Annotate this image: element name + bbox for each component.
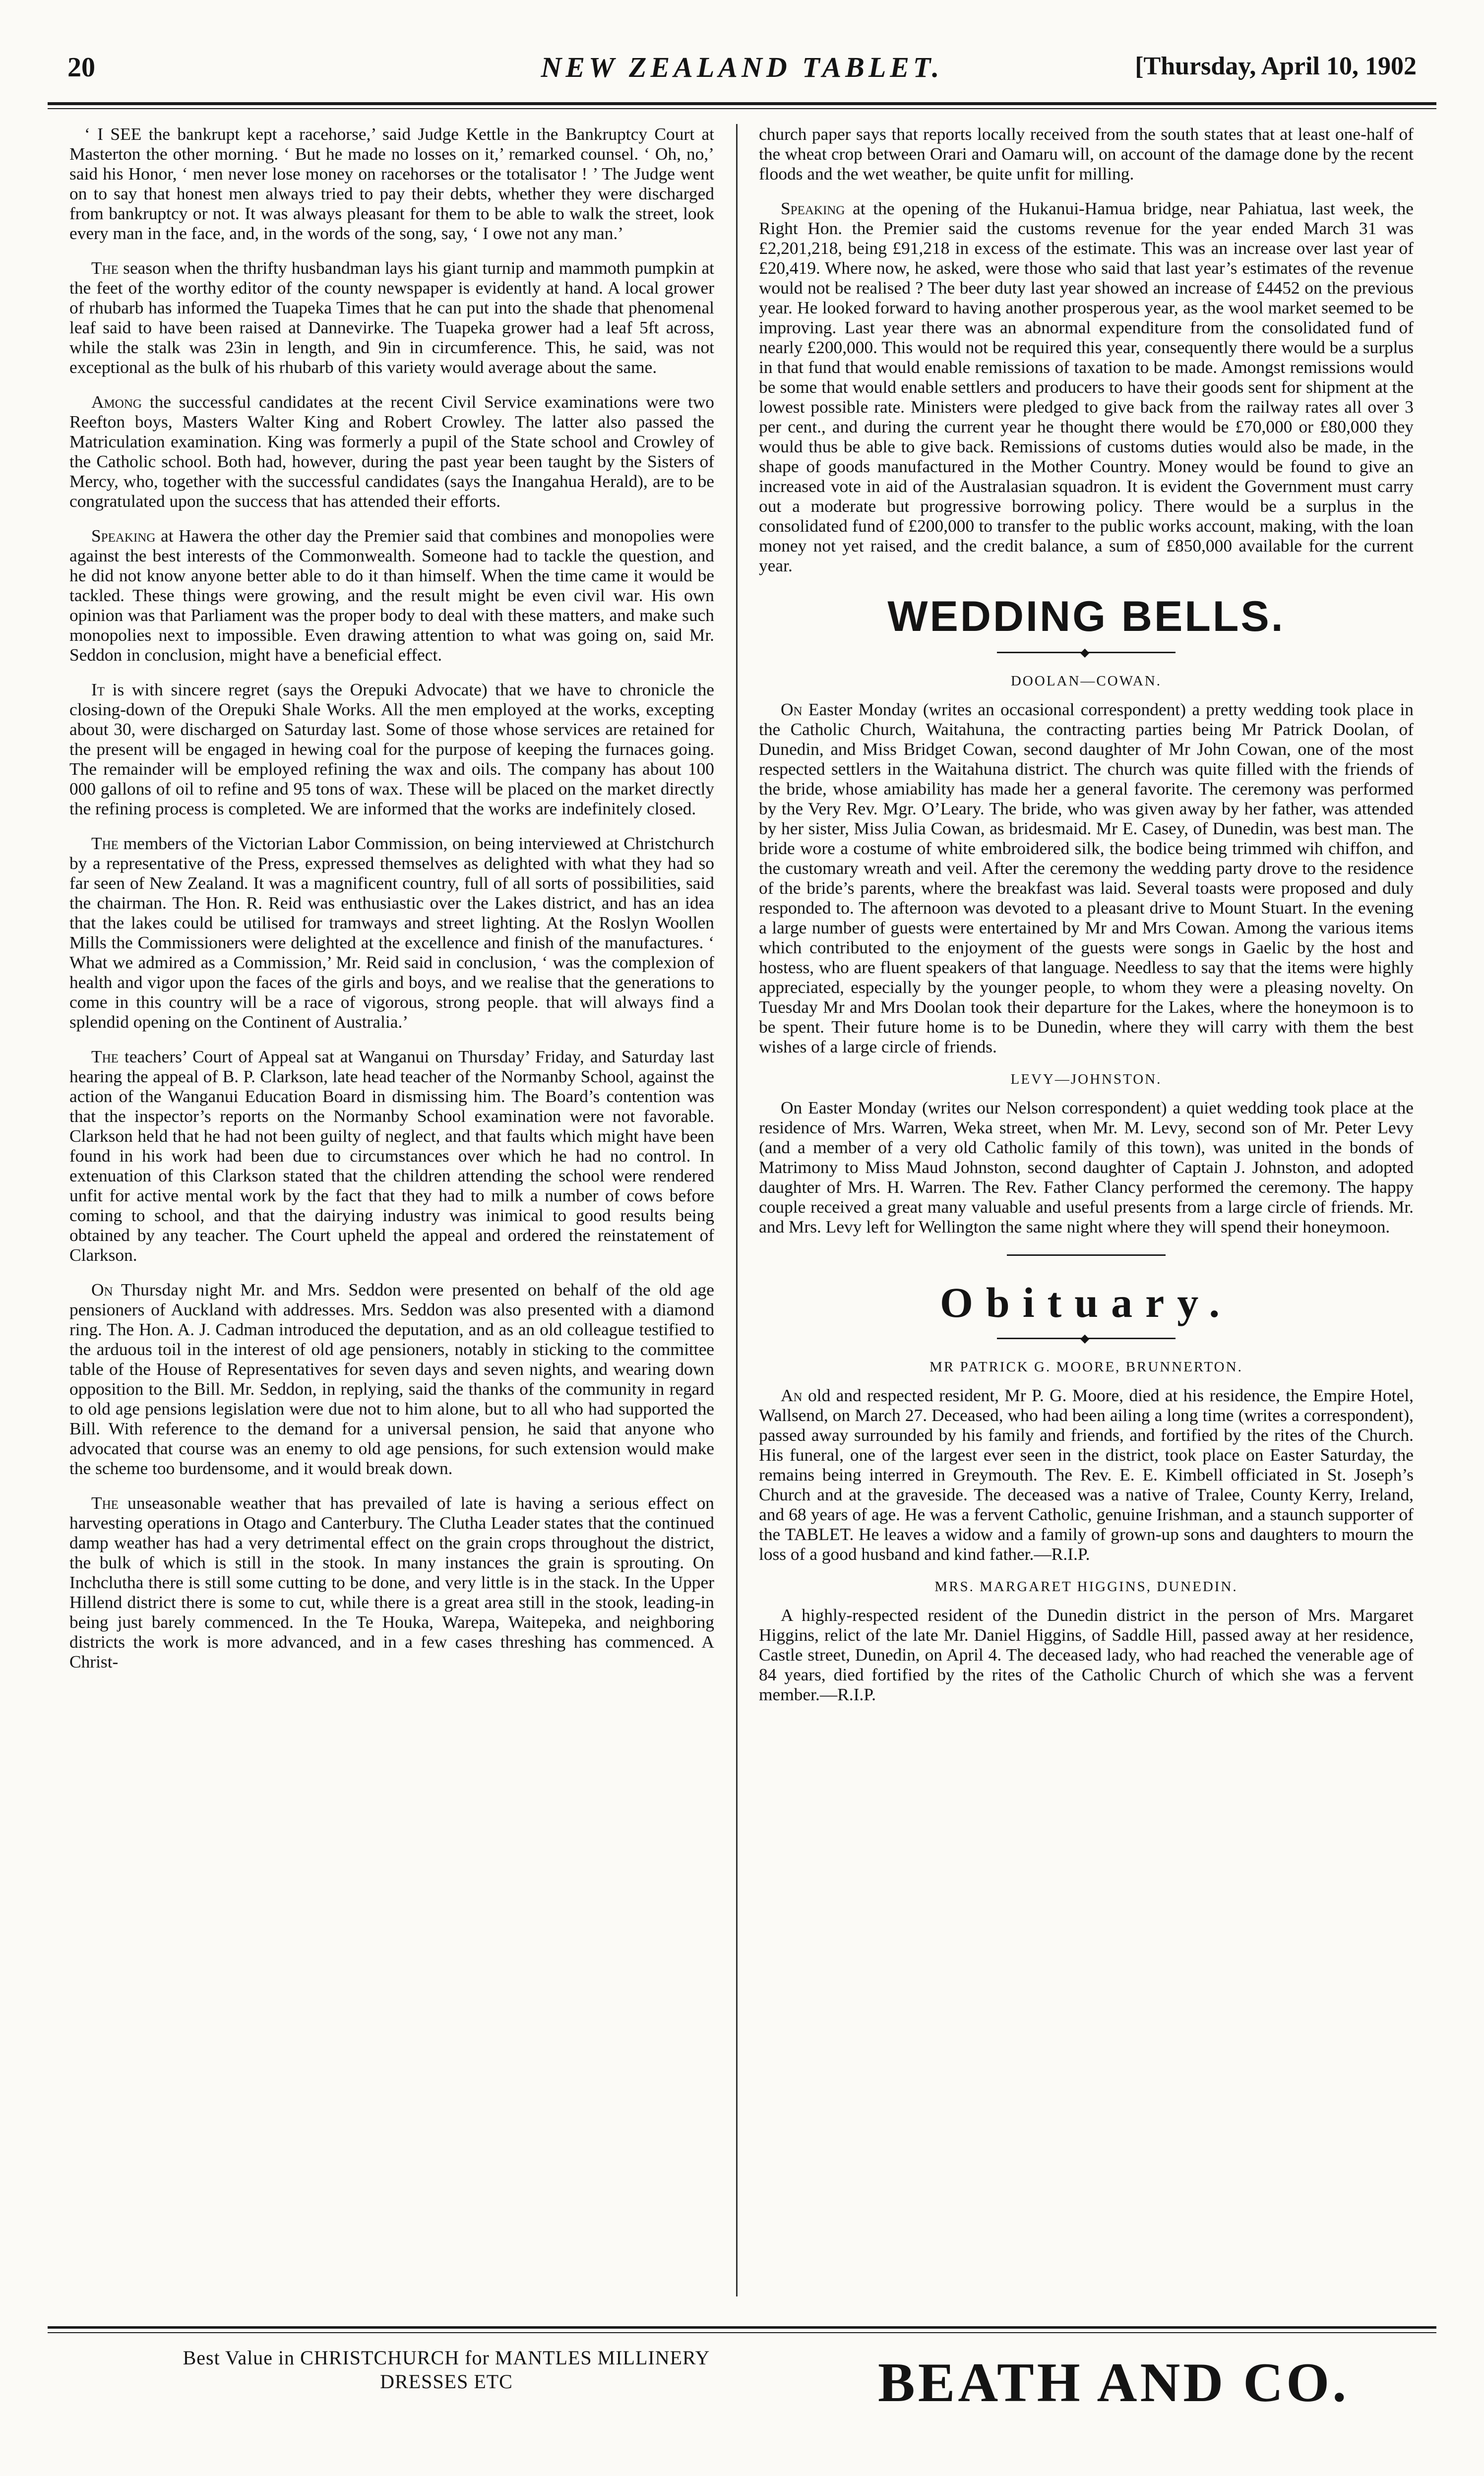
- wedding-subhead-levy: LEVY—JOHNSTON.: [1010, 1071, 1162, 1087]
- heading-ornament: [997, 1332, 1175, 1344]
- article-paragraph: The teachers’ Court of Appeal sat at Wanganui on Thursday’ Friday, and Saturday last hearing the appeal of B. P. Clarkson, late head teacher of the Normanby School, against the action of the Wanganui Education Board in dismissing him. The Board’s contention was that the inspector’s reports on the Normanby School examination were not favorable. Clarkson held that he had not been guilty of neglect, and that faults which might have been found in his work had been due to circumstances over which he had no control. In extenuation of this Clarkson stated that the children attending the school were rendered unfit for active mental work by the fact that they had to milk a number of cows before coming to school, and that the dairying industry was inimical to good results being obtained by any teacher. The Court upheld the appeal and ordered the reinstatement of Clarkson.: [69, 1047, 714, 1265]
- continuation-paragraph: church paper says that reports locally received from the south states that at least one-half of the wheat crop between Orari and Oamaru will, on account of the damage done by the recent floods and the wet weather, be quite unfit for milling.: [759, 124, 1414, 184]
- left-column: [69, 124, 714, 2296]
- diamond-icon: ◆: [1080, 1332, 1090, 1345]
- article-paragraph: Among the successful candidates at the recent Civil Service examinations were two Reefton boys, Masters Walter King and Robert Crowley. The latter also passed the Matriculation examination. King was formerly a pupil of the State school and Crowley of the Catholic school. Both had, however, during the past year been taught by the Sisters of Mercy, who, together with the successful candidates (says the Inangahua Herald), are to be congratulated upon the success that has attended their efforts.: [69, 392, 714, 511]
- wedding-paragraph-doolan: On Easter Monday (writes an occasional correspondent) a pretty wedding took place in the Catholic Church, Waitahuna, the contracting parties being Mr Patrick Doolan, of Dunedin, and Miss Bridget Cowan, second daughter of Mr John Cowan, one of the most respected settlers in the Waitahuna district. The church was quite filled with the friends of the bride, whose amiability has made her a general favorite. The ceremony was performed by the Very Rev. Mgr. O’Leary. The bride, who was given away by her father, was attended by her sister, Miss Julia Cowan, as bridesmaid. Mr E. Casey, of Dunedin, was best man. The bride wore a costume of white embroidered silk, the bodice being trimmed wih chiffon, and the customary wreath and veil. After the ceremony the wedding party drove to the residence of the bride’s parents, where the breakfast was laid. Several toasts were proposed and duly responded to. The afternoon was devoted to a pleasant drive to Mount Stuart. In the evening a large number of guests were entertained by Mr and Mrs Cowan. Among the various items which contributed to the enjoyment of the guests were songs in Gaelic by the host and hostess, who are fluent speakers of that language. Needless to say that the items were highly appreciated, especially by the younger people, to whom they were a pleasing novelty. On Tuesday Mr and Mrs Doolan took their departure for the Lakes, where the honeymoon is to be spent. Their future home is to be Dunedin, where they will carry with them the best wishes of a large circle of friends.: [759, 699, 1414, 1056]
- advert-line-1: Best Value in CHRISTCHURCH for MANTLES MILLINERY: [183, 2347, 710, 2369]
- header-rule-thin: [48, 108, 1436, 109]
- obituary-subhead-higgins: MRS. MARGARET HIGGINS, DUNEDIN.: [934, 1579, 1238, 1595]
- masthead-title: NEW ZEALAND TABLET.: [541, 51, 943, 83]
- hukanui-bridge-paragraph: Speaking at the opening of the Hukanui-Hamua bridge, near Pahiatua, last week, the Right Hon. the Premier said the customs revenue for the year ended March 31 was £2,201,218, being £91,218 in excess of the estimate. This was an increase over last year of £20,419. Where now, he asked, were those who said that last year’s estimates of the revenue would not be realised ? The beer duty last year showed an increase of £4452 on the previous year. He looked forward to having another prosperous year, as the wool market seemed to be improving. Last year there was an abnormal expenditure from the consolidated fund of nearly £200,000. This would not be required this year, consequently there would be a surplus in that fund that would enable remissions of taxation to be made. Amongst remissions would be some that would enable settlers and producers to have their goods sent for shipment at the lowest possible rate. Ministers were pledged to give back from the railway rates all over 3 per cent., and during the current year he thought there would be £70,000 or £80,000 they would thus be able to give back. Remissions of customs duties would also be made, in the shape of goods manufactured in the Mother Country. Money would be found to give an increased vote in aid of the Australasian squadron. It is evident the Government must carry out a moderate but progressive borrowing policy. There would be a surplus in the consolidated fund of £200,000 to transfer to the public works account, making, with the loan money not yet raised, and the credit balance, a sum of £850,000 available for the current year.: [759, 198, 1414, 575]
- advert-brand: BEATH AND CO.: [878, 2352, 1350, 2414]
- footer-advert: [124, 2346, 769, 2394]
- diamond-icon: ◆: [1080, 646, 1090, 659]
- wedding-subhead-doolan: DOOLAN—COWAN.: [1010, 673, 1162, 689]
- advert-line-2: DRESSES ETC: [380, 2370, 513, 2393]
- wedding-paragraph-levy: On Easter Monday (writes our Nelson correspondent) a quiet wedding took place at the residence of Mrs. Warren, Weka street, when Mr. M. Levy, second son of Mr. Peter Levy (and a member of a very old Catholic family of this town), was united in the bonds of Matrimony to Miss Maud Johnston, second daughter of Captain J. Johnston, and adopted daughter of Mrs. H. Warren. The Rev. Father Clancy performed the ceremony. The happy couple received a great many valuable and useful presents from a large circle of friends. Mr. and Mrs. Levy left for Wellington the same night where they will spend their honeymoon.: [759, 1098, 1414, 1237]
- obituary-paragraph-higgins: A highly-respected resident of the Dunedin district in the person of Mrs. Margaret Higgins, relict of the late Mr. Daniel Higgins, of Saddle Hill, passed away at her residence, Castle street, Dunedin, on April 4. The deceased lady, who had reached the venerable age of 84 years, died fortified by the rites of the Catholic Church of which she was a fervent member.—R.I.P.: [759, 1605, 1414, 1704]
- page-number: 20: [67, 52, 95, 83]
- footer-rule-thin: [48, 2332, 1436, 2333]
- article-paragraph: The members of the Victorian Labor Commission, on being interviewed at Christchurch by a representative of the Press, expressed themselves as delighted with what they had so far seen of New Zealand. It was a magnificent country, full of all sorts of possibilities, said the chairman. The Hon. R. Reid was enthusiastic over the Lakes district, and has an idea that the lakes could be utilised for tramways and street lighting. At the Roslyn Woollen Mills the Commissioners were delighted at the excellence and finish of the manufactures. ‘ What we admired as a Commission,’ Mr. Reid said in conclusion, ‘ was the complexion of health and vigor upon the faces of the girls and boys, and we realise that the generations to come in this country will be a race of vigorous, strong people. that will always find a splendid opening on the Continent of Australia.’: [69, 833, 714, 1032]
- obituary-paragraph-moore: An old and respected resident, Mr P. G. Moore, died at his residence, the Empire Hotel, Wallsend, on March 27. Deceased, who had been ailing a long time (writes a correspondent), passed away surrounded by his family and friends, and fortified by the rites of the Church. His funeral, one of the largest ever seen in the district, took place on Easter Saturday, the remains being interred in Greymouth. The Rev. E. E. Kimbell officiated in St. Joseph’s Church and at the graveside. The deceased was a native of Tralee, County Kerry, Ireland, and 68 years of age. He was a fervent Catholic, genuine Irishman, and a staunch supporter of the TABLET. He leaves a widow and a family of grown-up sons and daughters to mourn the loss of a good husband and kind father.—R.I.P.: [759, 1385, 1414, 1564]
- obituary-subhead-moore: MR PATRICK G. MOORE, BRUNNERTON.: [929, 1359, 1243, 1375]
- column-divider: [736, 124, 738, 2296]
- article-paragraph: ‘ I SEE the bankrupt kept a racehorse,’ said Judge Kettle in the Bankruptcy Court at Masterton the other morning. ‘ But he made no losses on it,’ remarked counsel. ‘ Oh, no,’ said his Honor, ‘ men never lose money on racehorses or the totalisator ! ’ The Judge went on to say that honest men always tried to pay their debts, whether they were discharged from bankruptcy or not. It was always pleasant for them to be able to walk the street, look every man in the face, and, in the words of the song, say, ‘ I owe not any man.’: [69, 124, 714, 243]
- right-column: [759, 124, 1414, 2296]
- article-paragraph: Speaking at Hawera the other day the Premier said that combines and monopolies were against the best interests of the Commonwealth. Someone had to tackle the question, and he did not know anyone better able to do it than himself. When the time came it would be tackled. These things were growing, and the result might be even civil war. His own opinion was that Parliament was the proper body to deal with these matters, and make such monopolies next to impossible. Even drawing attention to what was going on, said Mr. Seddon in conclusion, might have a beneficial effect.: [69, 526, 714, 665]
- issue-date: [Thursday, April 10, 1902: [1135, 52, 1417, 80]
- heading-ornament: [997, 646, 1175, 658]
- footer-rule: [48, 2326, 1436, 2329]
- section-rule: [1007, 1254, 1166, 1256]
- page-header: [48, 48, 1436, 87]
- obituary-heading: Obituary.: [939, 1279, 1233, 1326]
- article-paragraph: The unseasonable weather that has prevailed of late is having a serious effect on harvesting operations in Otago and Canterbury. The Clutha Leader states that the continued damp weather has had a very detrimental effect on the grain crops throughout the district, the bulk of which is still in the stook. In many instances the grain is sprouting. On Inchclutha there is still some cutting to be done, and very little is in the stack. In the Upper Hillend district there is some to cut, while there is a great area still in the stook, leading-in being just barely commenced. In the Te Houka, Warepa, Waitepeka, and neighboring districts the work is more advanced, and in a few cases threshing has commenced. A Christ-: [69, 1493, 714, 1671]
- article-paragraph: It is with sincere regret (says the Orepuki Advocate) that we have to chronicle the closing-down of the Orepuki Shale Works. All the men employed at the works, excepting about 30, were discharged on Saturday last. Some of those whose services are retained for the present will be engaged in hewing coal for the purpose of keeping the furnaces going. The remainder will be employed refining the wax and oils. The company has about 100 000 gallons of oil to refine and 95 tons of wax. These will be placed on the market directly the refining process is completed. We are informed that the works are indefinitely closed.: [69, 680, 714, 818]
- wedding-bells-heading: WEDDING BELLS.: [887, 593, 1285, 640]
- article-paragraph: The season when the thrifty husbandman lays his giant turnip and mammoth pumpkin at the feet of the worthy editor of the county newspaper is evidently at hand. A local grower of rhubarb has informed the Tuapeka Times that he can put into the shade that phenomenal leaf said to have been raised at Dannevirke. The Tuapeka grower had a leaf 5ft across, while the stalk was 23in in length, and 9in in circumference. This, he said, was not exceptional as the bulk of his rhubarb of this variety would average about the same.: [69, 258, 714, 377]
- header-rule: [48, 102, 1436, 105]
- article-paragraph: On Thursday night Mr. and Mrs. Seddon were presented on behalf of the old age pensioners of Auckland with addresses. Mrs. Seddon was also presented with a diamond ring. The Hon. A. J. Cadman introduced the deputation, and as an old colleague testified to the arduous toil in the interest of old age pensioners, notably in sticking to the committee table of the House of Representatives for seven days and seven nights, and wearing down opposition to the Bill. Mr. Seddon, in replying, said the thanks of the community in regard to old age pensions legislation were due not to him alone, but to all who had supported the Bill. With reference to the demand for a universal pension, he said that anyone who advocated that course was an enemy to old age pensions, for such extension would make the scheme too burdensome, and it would break down.: [69, 1280, 714, 1478]
